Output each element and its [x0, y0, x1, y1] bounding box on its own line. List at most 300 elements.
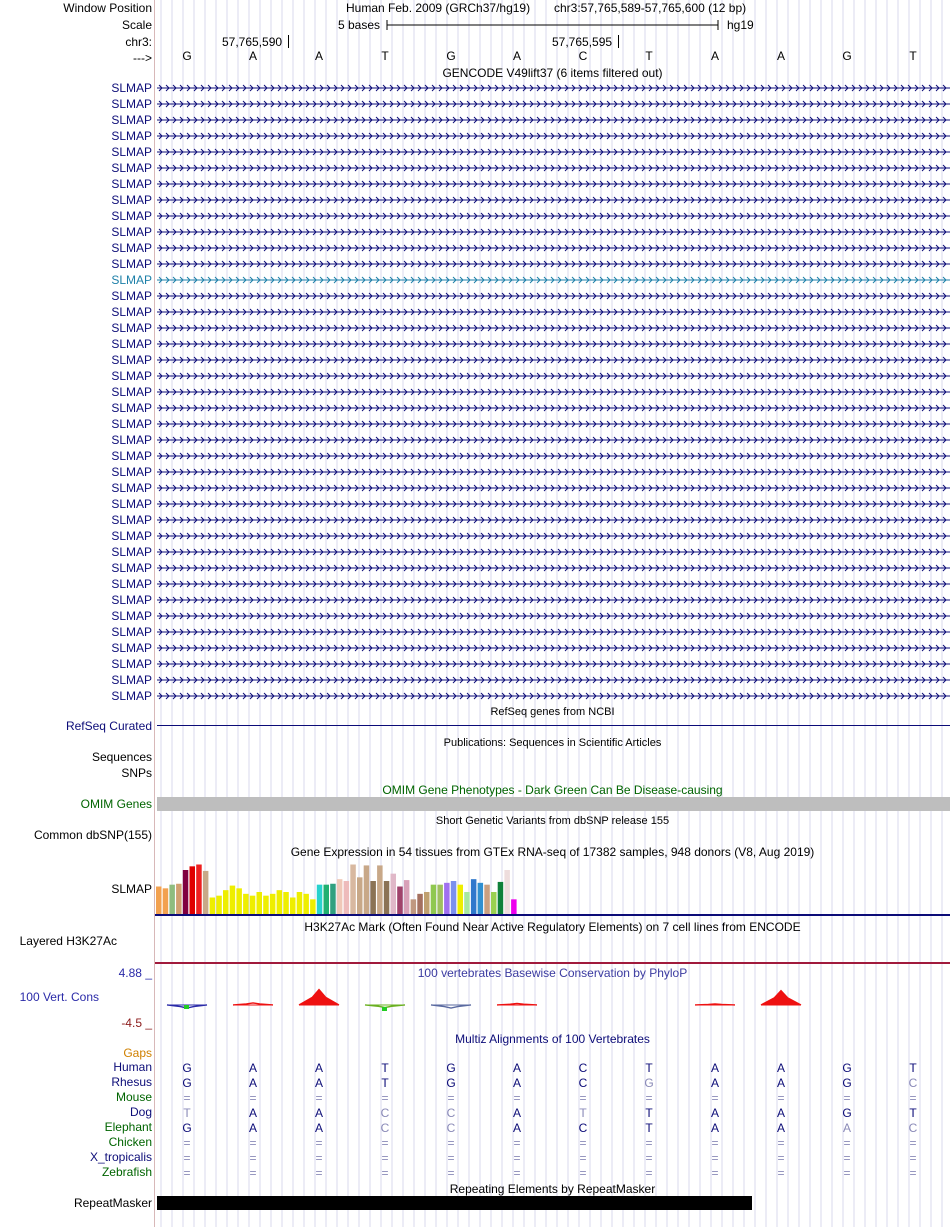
multiz-species-row: [155, 1121, 950, 1136]
gtex-tissue-bar: [310, 899, 316, 914]
gencode-transcript-label[interactable]: SLMAP: [111, 145, 152, 159]
gtex-tissue-bar: [317, 885, 323, 914]
multiz-base: =: [645, 1136, 653, 1150]
multiz-base: =: [843, 1151, 851, 1165]
multiz-species-row: [155, 1136, 950, 1151]
multiz-base: A: [710, 1076, 719, 1090]
phylop-score-mark: [233, 1003, 273, 1005]
sequence-base: G: [842, 49, 852, 63]
phylop-score-mark: [431, 1005, 471, 1008]
gencode-transcript-label[interactable]: SLMAP: [111, 289, 152, 303]
repeatmasker-label[interactable]: RepeatMasker: [73, 1196, 152, 1210]
multiz-base: G: [446, 1061, 456, 1075]
multiz-base: A: [248, 1121, 257, 1135]
gencode-transcript[interactable]: [157, 563, 950, 573]
gtex-tissue-bar: [176, 884, 182, 914]
gtex-tissue-bar: [431, 885, 437, 914]
h3k27ac-baseline: [155, 962, 950, 964]
multiz-base: A: [776, 1076, 785, 1090]
gtex-tissue-bar: [484, 885, 490, 914]
gencode-transcript[interactable]: [157, 691, 950, 701]
dbsnp-title[interactable]: Short Genetic Variants from dbSNP release 155: [435, 815, 670, 827]
gencode-transcript-label[interactable]: SLMAP: [111, 401, 152, 415]
multiz-base: =: [183, 1091, 191, 1105]
gtex-tissue-bar: [297, 892, 303, 914]
gencode-transcript-label[interactable]: SLMAP: [111, 465, 152, 479]
gencode-transcript[interactable]: [157, 547, 950, 557]
gencode-transcript-label[interactable]: SLMAP: [111, 305, 152, 319]
multiz-base: =: [711, 1166, 719, 1180]
phylop-title[interactable]: 100 vertebrates Basewise Conservation by PhyloP: [417, 966, 688, 980]
gencode-transcript-label[interactable]: SLMAP: [111, 609, 152, 623]
gtex-tissue-bar: [491, 892, 497, 914]
gtex-tissue-bar: [330, 884, 336, 914]
multiz-base: T: [381, 1061, 389, 1075]
multiz-base: A: [710, 1106, 719, 1120]
gencode-transcript[interactable]: [157, 579, 950, 589]
gencode-transcript-label[interactable]: SLMAP: [111, 273, 152, 287]
scale-text: 5 bases: [338, 18, 381, 32]
publications-title[interactable]: Publications: Sequences in Scientific Articles: [443, 737, 662, 749]
gtex-bar-chart[interactable]: [155, 859, 535, 915]
gtex-tissue-bar: [437, 885, 443, 914]
gtex-tissue-bar: [156, 887, 162, 915]
gtex-tissue-bar: [169, 885, 175, 914]
sequence-base: A: [710, 49, 719, 63]
gencode-transcript[interactable]: [157, 515, 950, 525]
multiz-base: =: [909, 1091, 917, 1105]
gtex-tissue-bar: [377, 865, 383, 914]
gtex-tissue-bar: [163, 888, 169, 914]
gencode-transcript[interactable]: [157, 371, 950, 381]
multiz-base: =: [513, 1091, 521, 1105]
multiz-base: =: [249, 1166, 257, 1180]
gencode-transcript-label[interactable]: SLMAP: [111, 657, 152, 671]
multiz-base: =: [579, 1091, 587, 1105]
gtex-tissue-bar: [303, 894, 309, 914]
multiz-base: G: [182, 1076, 192, 1090]
multiz-species-label[interactable]: Elephant: [104, 1120, 152, 1134]
multiz-base: T: [183, 1106, 191, 1120]
gencode-transcript-label[interactable]: SLMAP: [111, 545, 152, 559]
omim-feature[interactable]: [157, 797, 950, 811]
multiz-species-row: [155, 1151, 950, 1166]
gencode-transcript-label[interactable]: SLMAP: [111, 257, 152, 271]
multiz-base: =: [777, 1136, 785, 1150]
gencode-transcript-label[interactable]: SLMAP: [111, 513, 152, 527]
multiz-base: G: [182, 1061, 192, 1075]
multiz-base: G: [182, 1121, 192, 1135]
sequence-base: A: [776, 49, 785, 63]
gtex-tissue-bar: [250, 896, 256, 914]
gencode-transcript-label[interactable]: SLMAP: [111, 369, 152, 383]
sequence-base: A: [314, 49, 323, 63]
gencode-transcript[interactable]: [157, 531, 950, 541]
gencode-transcript-label[interactable]: SLMAP: [111, 577, 152, 591]
gtex-tissue-bar: [236, 888, 242, 914]
gtex-tissue-bar: [478, 883, 484, 914]
sequence-base: A: [512, 49, 521, 63]
scale-bar: [386, 17, 720, 33]
gencode-transcript-label[interactable]: SLMAP: [111, 129, 152, 143]
multiz-base: A: [512, 1061, 521, 1075]
assembly-name: Human Feb. 2009 (GRCh37/hg19): [346, 1, 531, 15]
gtex-tissue-bar: [417, 894, 423, 914]
gencode-transcript-label[interactable]: SLMAP: [111, 97, 152, 111]
gtex-tissue-bar: [357, 877, 363, 914]
gtex-tissue-bar: [216, 896, 222, 914]
multiz-base: A: [512, 1076, 521, 1090]
phylop-graph[interactable]: [155, 980, 950, 1028]
sequence-base: G: [182, 49, 192, 63]
multiz-base: G: [644, 1076, 654, 1090]
multiz-species-label[interactable]: X_tropicalis: [89, 1150, 152, 1164]
multiz-base: C: [908, 1121, 918, 1135]
gtex-tissue-bar: [471, 879, 477, 914]
gencode-transcript-label[interactable]: SLMAP: [111, 529, 152, 543]
gencode-transcript-label[interactable]: SLMAP: [111, 193, 152, 207]
gencode-transcript[interactable]: [157, 291, 950, 301]
gencode-transcript[interactable]: [157, 131, 950, 141]
gtex-tissue-bar: [370, 881, 376, 914]
sequence-base: T: [645, 49, 653, 63]
gencode-transcript[interactable]: [157, 83, 950, 93]
multiz-species-row: [155, 1076, 950, 1091]
gencode-transcript[interactable]: [157, 195, 950, 205]
multiz-base: G: [842, 1061, 852, 1075]
gencode-transcript[interactable]: [157, 259, 950, 269]
multiz-base: =: [777, 1091, 785, 1105]
phylop-highlight-mark: [382, 1007, 387, 1011]
gtex-tissue-bar: [364, 865, 370, 914]
multiz-base: =: [249, 1151, 257, 1165]
gtex-tissue-bar: [391, 874, 397, 914]
gtex-tissue-bar: [511, 899, 516, 914]
phylop-label[interactable]: 100 Vert. Cons: [19, 990, 99, 1004]
multiz-base: C: [446, 1106, 456, 1120]
gtex-tissue-bar: [397, 887, 403, 915]
multiz-base: =: [183, 1166, 191, 1180]
multiz-base: T: [645, 1106, 653, 1120]
coord-label-2: 57,765,595: [552, 35, 613, 49]
phylop-score-mark: [299, 990, 339, 1005]
multiz-species-row: [155, 1166, 950, 1181]
multiz-base: A: [314, 1121, 323, 1135]
gtex-tissue-bar: [344, 881, 350, 914]
coord-tick-1: [288, 35, 289, 48]
gtex-tissue-bar: [210, 898, 216, 915]
gencode-transcript-label[interactable]: SLMAP: [111, 353, 152, 367]
gtex-tissue-bar: [196, 865, 202, 915]
multiz-base: =: [249, 1091, 257, 1105]
multiz-base: =: [249, 1136, 257, 1150]
gencode-transcript[interactable]: [157, 675, 950, 685]
multiz-base: =: [645, 1151, 653, 1165]
gencode-transcript[interactable]: [157, 339, 950, 349]
h3k27ac-title[interactable]: H3K27Ac Mark (Often Found Near Active Regulatory Elements) on 7 cell lines from ENCODE: [304, 920, 801, 934]
multiz-species-row: [155, 1106, 950, 1121]
gencode-transcript[interactable]: [157, 163, 950, 173]
multiz-base: C: [446, 1121, 456, 1135]
multiz-base: =: [909, 1151, 917, 1165]
sequence-base: T: [381, 49, 389, 63]
multiz-species-label[interactable]: Rhesus: [111, 1075, 152, 1089]
multiz-base: A: [248, 1061, 257, 1075]
coord-tick-2: [618, 35, 619, 48]
gencode-transcript-label[interactable]: SLMAP: [111, 385, 152, 399]
publications-sequences-label[interactable]: Sequences: [91, 750, 152, 764]
multiz-base: =: [513, 1166, 521, 1180]
omim-title[interactable]: OMIM Gene Phenotypes - Dark Green Can Be Disease-causing: [382, 783, 723, 797]
sequence-base: G: [446, 49, 456, 63]
multiz-base: =: [447, 1136, 455, 1150]
multiz-base: A: [776, 1106, 785, 1120]
gencode-transcript[interactable]: [157, 483, 950, 493]
multiz-base: =: [381, 1136, 389, 1150]
multiz-base: A: [314, 1061, 323, 1075]
refseq-title[interactable]: RefSeq genes from NCBI: [490, 706, 615, 718]
gencode-transcript-label[interactable]: SLMAP: [111, 449, 152, 463]
sequence-base: T: [909, 49, 917, 63]
multiz-base: C: [908, 1076, 918, 1090]
gencode-transcript[interactable]: [157, 627, 950, 637]
multiz-base: =: [579, 1136, 587, 1150]
position-readout: chr3:57,765,589-57,765,600 (12 bp): [554, 1, 747, 15]
gtex-baseline: [155, 914, 950, 916]
multiz-gaps-label: Gaps: [123, 1046, 152, 1060]
gtex-tissue-bar: [451, 881, 457, 914]
gencode-transcript-label[interactable]: SLMAP: [111, 625, 152, 639]
multiz-species-label[interactable]: Human: [113, 1060, 152, 1074]
gencode-transcript[interactable]: [157, 595, 950, 605]
multiz-base: =: [579, 1166, 587, 1180]
h3k27ac-label[interactable]: Layered H3K27Ac: [19, 934, 117, 948]
gencode-transcript[interactable]: [157, 307, 950, 317]
multiz-base: =: [645, 1091, 653, 1105]
window-position-label: Window Position: [63, 1, 152, 15]
multiz-base: A: [710, 1121, 719, 1135]
sequence-base: A: [248, 49, 257, 63]
multiz-base: T: [645, 1121, 653, 1135]
gencode-transcript-label[interactable]: SLMAP: [111, 337, 152, 351]
gencode-transcript[interactable]: [157, 179, 950, 189]
gtex-tissue-bar: [183, 870, 189, 914]
multiz-base: T: [909, 1061, 917, 1075]
publications-snps-label[interactable]: SNPs: [121, 766, 152, 780]
multiz-base: G: [842, 1106, 852, 1120]
multiz-species-label[interactable]: Zebrafish: [101, 1165, 152, 1179]
multiz-base: G: [446, 1076, 456, 1090]
multiz-species-row: [155, 1061, 950, 1076]
multiz-base: T: [579, 1106, 587, 1120]
gencode-title[interactable]: GENCODE V49lift37 (6 items filtered out): [442, 66, 663, 80]
gtex-tissue-bar: [263, 896, 269, 914]
multiz-base: =: [843, 1136, 851, 1150]
gencode-transcript[interactable]: [157, 115, 950, 125]
gtex-tissue-bar: [337, 879, 343, 914]
multiz-base: G: [842, 1076, 852, 1090]
multiz-base: =: [183, 1136, 191, 1150]
gencode-transcript[interactable]: [157, 387, 950, 397]
gtex-tissue-bar: [411, 899, 417, 914]
multiz-base: T: [909, 1106, 917, 1120]
multiz-base: C: [578, 1121, 588, 1135]
multiz-species-row: [155, 1091, 950, 1106]
multiz-base: =: [381, 1151, 389, 1165]
gtex-tissue-bar: [270, 894, 276, 914]
omim-label[interactable]: OMIM Genes: [80, 797, 152, 811]
multiz-base: =: [447, 1166, 455, 1180]
multiz-base: C: [578, 1061, 588, 1075]
gencode-transcript-label[interactable]: SLMAP: [111, 593, 152, 607]
gtex-tissue-bar: [458, 885, 464, 914]
gencode-transcript[interactable]: [157, 435, 950, 445]
sequence-base: C: [578, 49, 588, 63]
gencode-transcript-label[interactable]: SLMAP: [111, 113, 152, 127]
gencode-transcript[interactable]: [157, 227, 950, 237]
gtex-tissue-bar: [257, 892, 263, 914]
gencode-transcript-label[interactable]: SLMAP: [111, 673, 152, 687]
multiz-base: =: [315, 1151, 323, 1165]
multiz-base: A: [512, 1121, 521, 1135]
multiz-base: =: [711, 1151, 719, 1165]
multiz-base: =: [777, 1166, 785, 1180]
gencode-transcript[interactable]: [157, 275, 950, 285]
gencode-transcript-label[interactable]: SLMAP: [111, 321, 152, 335]
gtex-title[interactable]: Gene Expression in 54 tissues from GTEx RNA-seq of 17382 samples, 948 donors (V8, Aug 2019): [290, 845, 815, 859]
multiz-base: =: [777, 1151, 785, 1165]
multiz-base: A: [512, 1106, 521, 1120]
gencode-transcript[interactable]: [157, 403, 950, 413]
gtex-tissue-bar: [444, 883, 450, 914]
strand-label: --->: [133, 51, 152, 65]
dbsnp-label[interactable]: Common dbSNP(155): [33, 828, 152, 842]
gtex-tissue-bar: [498, 882, 504, 914]
multiz-base: =: [315, 1136, 323, 1150]
phylop-score-mark: [695, 1004, 735, 1005]
multiz-base: C: [380, 1106, 390, 1120]
gencode-transcript-label[interactable]: SLMAP: [111, 241, 152, 255]
gencode-transcript-label[interactable]: SLMAP: [111, 161, 152, 175]
gencode-transcript-label[interactable]: SLMAP: [111, 561, 152, 575]
gencode-transcript-label[interactable]: SLMAP: [111, 417, 152, 431]
multiz-base: =: [909, 1166, 917, 1180]
gencode-transcript[interactable]: [157, 211, 950, 221]
gencode-transcript[interactable]: [157, 499, 950, 509]
gencode-transcript-label[interactable]: SLMAP: [111, 177, 152, 191]
refseq-label[interactable]: RefSeq Curated: [65, 719, 152, 733]
gencode-transcript-label[interactable]: SLMAP: [111, 433, 152, 447]
multiz-species-label[interactable]: Dog: [129, 1105, 152, 1119]
multiz-base: T: [645, 1061, 653, 1075]
multiz-base: =: [315, 1166, 323, 1180]
gencode-transcript[interactable]: [157, 243, 950, 253]
multiz-base: =: [843, 1166, 851, 1180]
gencode-transcript-label[interactable]: SLMAP: [111, 481, 152, 495]
gencode-transcript-label[interactable]: SLMAP: [111, 225, 152, 239]
gtex-tissue-bar: [230, 886, 236, 914]
db-name: hg19: [727, 18, 754, 32]
multiz-base: =: [513, 1151, 521, 1165]
gtex-tissue-bar: [404, 880, 410, 914]
gencode-transcript[interactable]: [157, 643, 950, 653]
gtex-tissue-bar: [283, 892, 289, 914]
gencode-transcript-label[interactable]: SLMAP: [111, 641, 152, 655]
phylop-min-label: -4.5 _: [121, 1016, 152, 1030]
phylop-score-mark: [761, 991, 801, 1005]
multiz-base: A: [776, 1061, 785, 1075]
multiz-base: =: [447, 1091, 455, 1105]
refseq-feature[interactable]: [157, 725, 950, 726]
multiz-base: =: [381, 1166, 389, 1180]
gencode-transcript[interactable]: [157, 611, 950, 621]
gencode-transcript[interactable]: [157, 467, 950, 477]
phylop-max-label: 4.88 _: [118, 966, 152, 980]
gencode-transcript-label[interactable]: SLMAP: [111, 689, 152, 703]
multiz-base: =: [711, 1136, 719, 1150]
gencode-transcript[interactable]: [157, 659, 950, 669]
gtex-tissue-bar: [243, 894, 249, 914]
multiz-base: =: [315, 1091, 323, 1105]
repeatmasker-feature[interactable]: [157, 1196, 752, 1210]
base-sequence: [155, 49, 950, 64]
phylop-score-mark: [497, 1003, 537, 1005]
gtex-tissue-bar: [223, 890, 229, 914]
multiz-base: T: [381, 1076, 389, 1090]
multiz-base: =: [447, 1151, 455, 1165]
multiz-species-label[interactable]: Mouse: [115, 1090, 152, 1104]
gtex-tissue-bar: [424, 892, 430, 914]
gencode-transcript[interactable]: [157, 355, 950, 365]
gencode-transcript[interactable]: [157, 451, 950, 461]
gtex-tissue-bar: [324, 885, 330, 914]
multiz-base: A: [248, 1106, 257, 1120]
multiz-base: A: [314, 1106, 323, 1120]
gencode-transcript[interactable]: [157, 147, 950, 157]
gtex-tissue-bar: [203, 871, 209, 914]
multiz-base: =: [909, 1136, 917, 1150]
gtex-tissue-bar: [384, 881, 390, 914]
gtex-tissue-bar: [504, 870, 510, 914]
gtex-tissue-bar: [290, 898, 296, 915]
gtex-tissue-bar: [350, 865, 356, 915]
multiz-base: =: [843, 1091, 851, 1105]
gtex-label[interactable]: SLMAP: [111, 882, 152, 896]
scale-label: Scale: [121, 18, 152, 32]
multiz-base: A: [248, 1076, 257, 1090]
multiz-species-label[interactable]: Chicken: [108, 1135, 152, 1149]
repeatmasker-title[interactable]: Repeating Elements by RepeatMasker: [449, 1182, 656, 1196]
gencode-transcript-label[interactable]: SLMAP: [111, 81, 152, 95]
multiz-title[interactable]: Multiz Alignments of 100 Vertebrates: [455, 1032, 650, 1046]
gencode-transcript[interactable]: [157, 323, 950, 333]
gtex-tissue-bar: [464, 892, 470, 914]
multiz-base: =: [183, 1151, 191, 1165]
chrom-label: chr3:: [125, 35, 152, 49]
multiz-base: =: [381, 1091, 389, 1105]
gencode-transcript[interactable]: [157, 419, 950, 429]
multiz-base: C: [578, 1076, 588, 1090]
gtex-tissue-bar: [190, 866, 196, 914]
multiz-base: A: [776, 1121, 785, 1135]
gencode-transcript-label[interactable]: SLMAP: [111, 209, 152, 223]
phylop-highlight-mark: [184, 1005, 189, 1009]
gencode-transcript[interactable]: [157, 99, 950, 109]
multiz-base: =: [645, 1166, 653, 1180]
gencode-transcript-label[interactable]: SLMAP: [111, 497, 152, 511]
multiz-base: A: [314, 1076, 323, 1090]
multiz-base: =: [711, 1091, 719, 1105]
